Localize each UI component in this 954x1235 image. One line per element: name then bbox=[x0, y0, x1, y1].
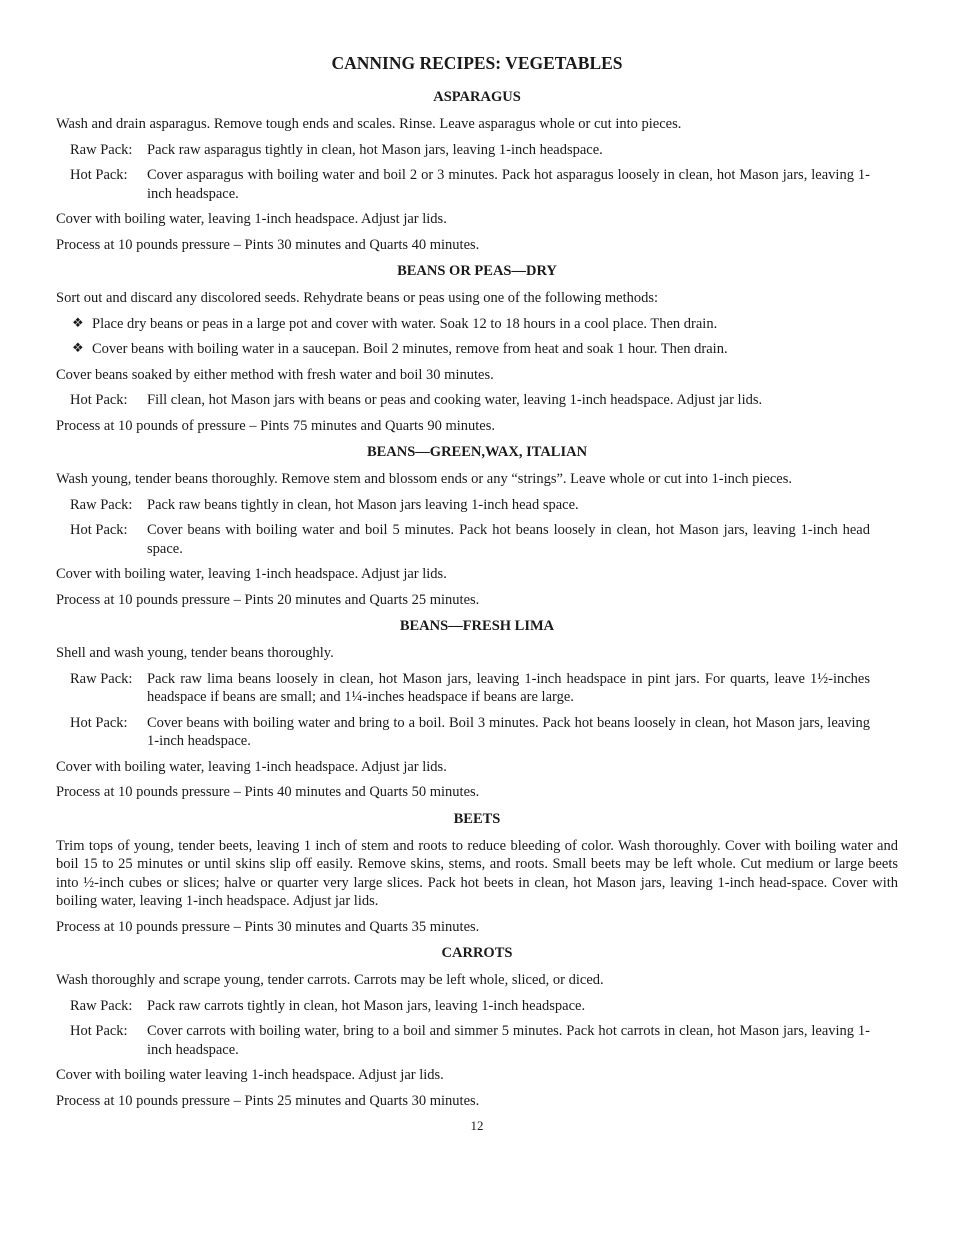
hot-pack-label: Hot Pack: bbox=[70, 1023, 128, 1039]
hot-pack-label: Hot Pack: bbox=[70, 392, 128, 408]
cover-instruction: Cover with boiling water, leaving 1-inch headspace. Adjust jar lids. bbox=[56, 758, 447, 775]
bullet-text: Cover beans with boiling water in a saucepan. Boil 2 minutes, remove from heat and soak 1 hour. Then drain. bbox=[92, 341, 728, 357]
section-asparagus bbox=[56, 88, 898, 254]
raw-pack-label: Raw Pack: bbox=[70, 997, 133, 1014]
process-instruction: Process at 10 pounds pressure – Pints 40 minutes and Quarts 50 minutes. bbox=[56, 784, 480, 800]
raw-pack-label: Raw Pack: bbox=[70, 141, 133, 158]
hot-pack-row bbox=[56, 391, 898, 410]
hot-pack-label: Hot Pack: bbox=[70, 167, 128, 183]
diamond-bullet-icon: ❖ bbox=[72, 341, 84, 356]
section-heading: ASPARAGUS bbox=[433, 89, 521, 105]
page-number: 12 bbox=[470, 1118, 484, 1133]
hot-pack-text: Cover beans with boiling water and boil 5 minutes. Pack hot beans loosely in clean, hot Mason jars, leaving 1-inch head space. bbox=[147, 522, 870, 557]
section-heading: BEANS OR PEAS—DRY bbox=[397, 263, 557, 279]
raw-pack-row bbox=[56, 141, 898, 160]
section-beans-green-wax-italian bbox=[56, 443, 898, 609]
cover-instruction: Cover beans soaked by either method with fresh water and boil 30 minutes. bbox=[56, 366, 494, 383]
cover-instruction: Cover with boiling water, leaving 1-inch headspace. Adjust jar lids. bbox=[56, 566, 447, 582]
raw-pack-text: Pack raw beans tightly in clean, hot Mason jars leaving 1-inch head space. bbox=[147, 496, 579, 513]
section-carrots bbox=[56, 944, 898, 1110]
raw-pack-text: Pack raw carrots tightly in clean, hot Mason jars, leaving 1-inch headspace. bbox=[147, 997, 586, 1014]
hot-pack-text: Cover carrots with boiling water, bring to a boil and simmer 5 minutes. Pack hot carrots in clean, hot Mason jars, leaving 1-inch headspace. bbox=[147, 1023, 870, 1058]
raw-pack-text: Pack raw asparagus tightly in clean, hot Mason jars, leaving 1-inch headspace. bbox=[147, 141, 603, 158]
section-intro: Wash thoroughly and scrape young, tender carrots. Carrots may be left whole, sliced, or diced. bbox=[56, 972, 604, 988]
hot-pack-label: Hot Pack: bbox=[70, 714, 128, 731]
raw-pack-row bbox=[56, 997, 898, 1016]
section-beans-fresh-lima bbox=[56, 617, 898, 802]
hot-pack-row bbox=[56, 521, 898, 558]
raw-pack-row bbox=[56, 496, 898, 515]
section-heading: BEETS bbox=[453, 810, 501, 827]
process-instruction: Process at 10 pounds pressure – Pints 25 minutes and Quarts 30 minutes. bbox=[56, 1092, 480, 1109]
process-instruction: Process at 10 pounds pressure – Pints 30 minutes and Quarts 35 minutes. bbox=[56, 918, 480, 935]
section-intro: Wash young, tender beans thoroughly. Remove stem and blossom ends or any “strings”. Leave whole or cut into 1-inch pieces. bbox=[56, 471, 793, 487]
section-intro: Sort out and discard any discolored seeds. Rehydrate beans or peas using one of the following methods: bbox=[56, 290, 659, 306]
raw-pack-text: Pack raw lima beans loosely in clean, hot Mason jars, leaving 1-inch headspace in pint jars. For quarts, leave 1½-inches headspace if beans are small; and 1¼-inches headspace if beans are large. bbox=[147, 670, 870, 705]
section-intro: Trim tops of young, tender beets, leaving 1 inch of stem and roots to reduce bleeding of color. Wash thoroughly. Cover with boiling water and boil 15 to 25 minutes or until skins slip off easily. Remove skins, stems, and roots. Small beets may be left whole. Cut medium or large beets into ½-inch cubes or slices; halve or quarter very large slices. Pack hot beets in clean, hot Mason jars, leaving 1-inch head-space. Cover with boiling water, leaving 1-inch headspace. Adjust jar lids. bbox=[56, 837, 898, 909]
raw-pack-row bbox=[56, 670, 898, 707]
method-bullet bbox=[56, 340, 898, 359]
method-bullet bbox=[56, 315, 898, 334]
cover-instruction: Cover with boiling water, leaving 1-inch headspace. Adjust jar lids. bbox=[56, 211, 447, 227]
process-instruction: Process at 10 pounds pressure – Pints 20 minutes and Quarts 25 minutes. bbox=[56, 591, 480, 608]
hot-pack-row bbox=[56, 714, 898, 751]
hot-pack-text: Cover beans with boiling water and bring to a boil. Boil 3 minutes. Pack hot beans loosely in clean, hot Mason jars, leaving 1-inch headspace. bbox=[147, 714, 870, 749]
process-instruction: Process at 10 pounds of pressure – Pints 75 minutes and Quarts 90 minutes. bbox=[56, 417, 495, 434]
page-title: CANNING RECIPES: VEGETABLES bbox=[331, 53, 623, 73]
hot-pack-row bbox=[56, 166, 898, 203]
section-heading: BEANS—GREEN,WAX, ITALIAN bbox=[366, 444, 588, 460]
process-instruction: Process at 10 pounds pressure – Pints 30 minutes and Quarts 40 minutes. bbox=[56, 236, 480, 253]
cover-instruction: Cover with boiling water leaving 1-inch headspace. Adjust jar lids. bbox=[56, 1067, 444, 1083]
section-intro: Wash and drain asparagus. Remove tough ends and scales. Rinse. Leave asparagus whole or cut into pieces. bbox=[56, 116, 682, 132]
section-beets bbox=[56, 810, 898, 937]
hot-pack-label: Hot Pack: bbox=[70, 522, 128, 538]
section-heading: BEANS—FRESH LIMA bbox=[399, 618, 555, 634]
hot-pack-text: Fill clean, hot Mason jars with beans or peas and cooking water, leaving 1-inch headspace. Adjust jar lids. bbox=[147, 392, 763, 408]
section-beans-or-peas-dry bbox=[56, 262, 898, 435]
hot-pack-row bbox=[56, 1022, 898, 1059]
bullet-text: Place dry beans or peas in a large pot and cover with water. Soak 12 to 18 hours in a cool place. Then drain. bbox=[92, 315, 718, 332]
hot-pack-text: Cover asparagus with boiling water and boil 2 or 3 minutes. Pack hot asparagus loosely in clean, hot Mason jars, leaving 1-inch headspace. bbox=[147, 167, 870, 202]
raw-pack-label: Raw Pack: bbox=[70, 670, 133, 687]
section-intro: Shell and wash young, tender beans thoroughly. bbox=[56, 645, 334, 661]
section-heading: CARROTS bbox=[441, 945, 513, 961]
raw-pack-label: Raw Pack: bbox=[70, 496, 133, 513]
diamond-bullet-icon: ❖ bbox=[72, 315, 84, 331]
